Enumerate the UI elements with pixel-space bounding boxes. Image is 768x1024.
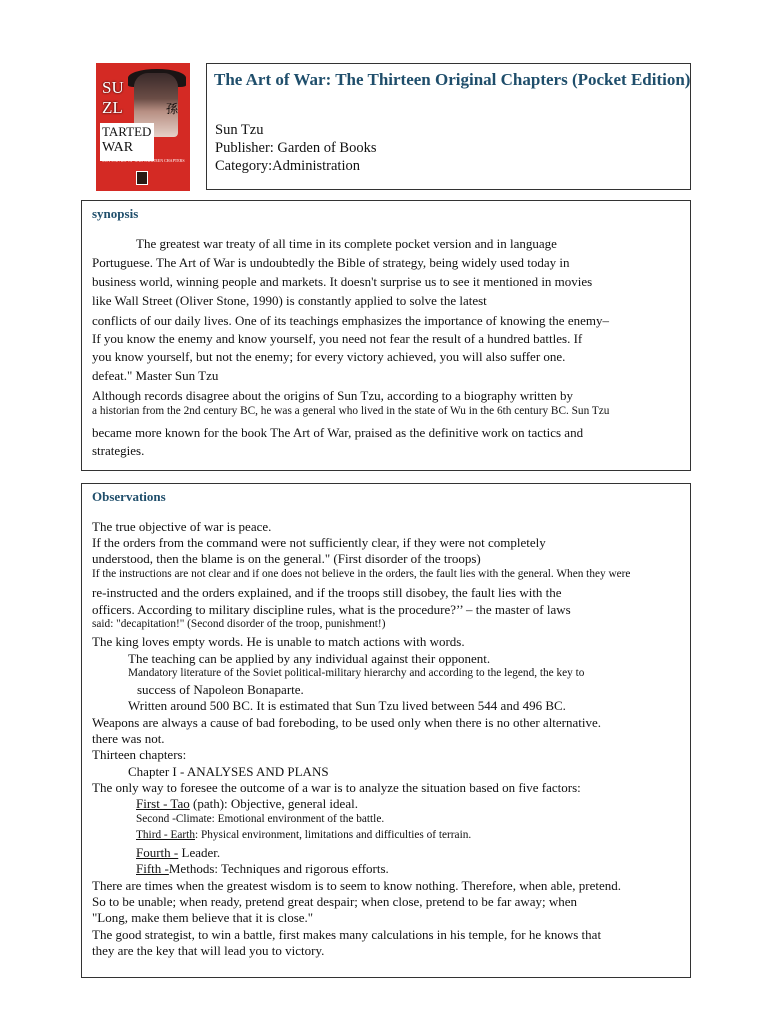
book-publisher: Publisher: Garden of Books <box>215 140 377 156</box>
cover-text-2: ZL <box>102 98 123 117</box>
factor-text: Methods: Techniques and rigorous efforts. <box>168 861 389 876</box>
synopsis-line: a historian from the 2nd century BC, he was a general who lived in the state of Wu in the 6th century BC. Sun Tzu <box>92 405 610 417</box>
synopsis-line: If you know the enemy and know yourself, you need not fear the result of a hundred battles. If <box>92 331 583 346</box>
synopsis-line: you know yourself, but not the enemy; for every victory achieved, you will also suffer one. <box>92 349 566 364</box>
synopsis-line: Portuguese. The Art of War is undoubtedly the Bible of strategy, being widely used today in <box>92 255 570 270</box>
factor-line <box>136 830 471 841</box>
synopsis-line: Although records disagree about the origins of Sun Tzu, according to a biography written by <box>92 388 574 403</box>
synopsis-line: like Wall Street (Oliver Stone, 1990) is constantly applied to solve the latest <box>92 293 487 308</box>
synopsis-line: defeat." Master Sun Tzu <box>92 368 219 383</box>
factor-text: (path): Objective, general ideal. <box>189 796 358 811</box>
synopsis-title: synopsis <box>92 206 139 221</box>
observation-line: The true objective of war is peace. <box>92 519 272 534</box>
observation-line: The good strategist, to win a battle, first makes many calculations in his temple, for he knows that <box>92 927 602 942</box>
cover-chinese-chars: 孫 <box>166 102 179 116</box>
book-title: The Art of War: The Thirteen Original Chapters (Pocket Edition) <box>214 70 691 89</box>
observation-line: said: "decapitation!" (Second disorder of the troop, punishment!) <box>92 618 386 630</box>
synopsis-line: strategies. <box>92 443 145 458</box>
observation-line: The king loves empty words. He is unable to match actions with words. <box>92 634 465 649</box>
observation-bullet-line: Written around 500 BC. It is estimated that Sun Tzu lived between 544 and 496 BC. <box>128 698 566 713</box>
observation-line: If the orders from the command were not sufficiently clear, if they were not completely <box>92 535 546 550</box>
factor-label: First - Tao <box>136 796 190 811</box>
synopsis-line: became more known for the book The Art of War, praised as the definitive work on tactics and <box>92 425 584 440</box>
synopsis-line: conflicts of our daily lives. One of its teachings emphasizes the importance of knowing the enemy– <box>92 313 609 328</box>
observation-line: If the instructions are not clear and if one does not believe in the orders, the fault lies with the general. When they were <box>92 568 631 580</box>
observation-line: re-instructed and the orders explained, and if the troops still disobey, the fault lies with the <box>92 585 562 600</box>
observation-line: Thirteen chapters: <box>92 747 187 762</box>
cover-text-3: TARTED <box>102 124 152 139</box>
factor-label: Fifth - <box>136 861 169 876</box>
factor-line <box>136 862 389 875</box>
observation-line: officers. According to military discipline rules, what is the procedure?’’ – the master of laws <box>92 602 571 617</box>
cover-text-1: SU <box>102 78 124 97</box>
observations-title: Observations <box>92 489 166 504</box>
observation-line: The only way to foresee the outcome of a war is to analyze the situation based on five factors: <box>92 780 581 795</box>
factor-label: Fourth - <box>136 845 179 860</box>
observation-bullet-line: Mandatory literature of the Soviet political-military hierarchy and according to the legend, the key to <box>128 667 585 679</box>
synopsis-line: business world, winning people and markets. It doesn't surprise us to see it mentioned in movies <box>92 274 593 289</box>
factor-line <box>136 797 358 810</box>
observation-bullet-line: The teaching can be applied by any individual against their opponent. <box>128 651 491 666</box>
cover-small-text: SUN TSU ART OF WAR THIRTEEN CHAPTERS <box>102 158 185 163</box>
factor-text: Climate: Emotional environment of the battle. <box>175 813 385 825</box>
observation-line: there was not. <box>92 731 165 746</box>
synopsis-line: The greatest war treaty of all time in its complete pocket version and in language <box>136 236 557 251</box>
observation-line: There are times when the greatest wisdom is to seem to know nothing. Therefore, when able, pretend. <box>92 878 621 893</box>
observation-bullet-line: success of Napoleon Bonaparte. <box>137 682 304 697</box>
factor-text: : Physical environment, limitations and difficulties of terrain. <box>194 829 472 841</box>
factor-label: Third - Earth <box>136 829 195 841</box>
observation-bullet-line: Chapter I - ANALYSES AND PLANS <box>128 764 329 779</box>
factor-text: Leader. <box>178 845 221 860</box>
observation-line: they are the key that will lead you to victory. <box>92 943 325 958</box>
book-author: Sun Tzu <box>215 122 264 138</box>
book-category: Category:Administration <box>215 158 360 174</box>
observation-line: "Long, make them believe that it is close." <box>92 910 314 925</box>
cover-text-4: WAR <box>102 140 134 155</box>
observation-line: So to be unable; when ready, pretend great despair; when close, pretend to be far away; when <box>92 894 578 909</box>
observation-line: understood, then the blame is on the general." (First disorder of the troops) <box>92 551 481 566</box>
observation-line: Weapons are always a cause of bad foreboding, to be used only when there is no other alternative. <box>92 715 602 730</box>
factor-line <box>136 814 384 825</box>
factor-label: Second - <box>136 813 176 825</box>
cover-publisher-seal <box>136 171 148 185</box>
factor-line <box>136 846 220 859</box>
book-cover-image <box>96 63 190 191</box>
